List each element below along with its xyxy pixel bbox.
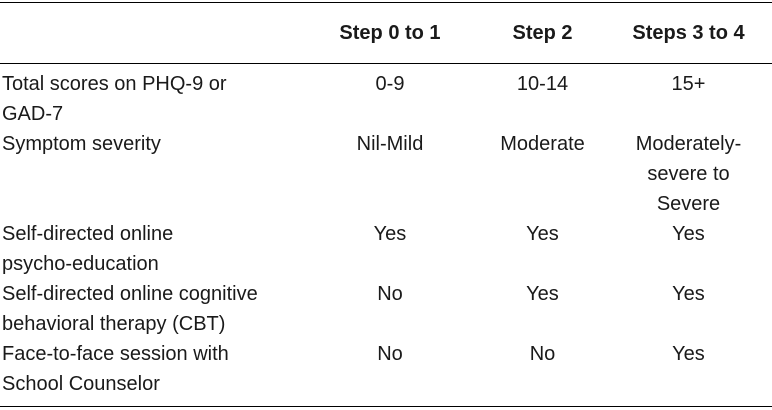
bottom-rule [0, 406, 772, 407]
header-steps-3-4: Steps 3 to 4 [632, 22, 745, 44]
cell-steps-3-4 [605, 129, 772, 219]
table-row [0, 339, 772, 399]
cell-step-0-1: Nil-Mild [356, 133, 424, 155]
cell-step-2: Yes [526, 283, 559, 305]
row-label-line: Face-to-face session with [2, 343, 229, 365]
cell-line: Severe [656, 193, 721, 215]
row-label-line: psycho-education [2, 253, 159, 275]
cell-line: severe to [647, 163, 730, 185]
table [0, 3, 772, 399]
row-label [0, 129, 300, 219]
row-label-line: Total scores on PHQ-9 or [2, 73, 227, 95]
cell-step-0-1: Yes [373, 223, 407, 245]
header-row [0, 3, 772, 63]
row-label [0, 63, 300, 129]
row-label-line: behavioral therapy (CBT) [2, 313, 226, 335]
row-label-line: Self-directed online [2, 223, 174, 245]
table-row [0, 129, 772, 219]
cell-steps-3-4: Yes [672, 223, 705, 245]
cell-step-2: 10-14 [516, 73, 569, 95]
row-label-line: Self-directed online cognitive [2, 283, 258, 305]
table-row [0, 63, 772, 129]
row-label [0, 219, 300, 279]
header-step-2: Step 2 [512, 22, 573, 44]
cell-steps-3-4: 15+ [671, 73, 706, 95]
cell-steps-3-4: Yes [672, 343, 705, 365]
header-step-0-1: Step 0 to 1 [339, 22, 441, 44]
cell-step-0-1: No [377, 283, 403, 305]
row-label-line: GAD-7 [2, 103, 64, 125]
cell-steps-3-4: Yes [672, 283, 705, 305]
cell-step-2: Moderate [500, 133, 585, 155]
table-row [0, 219, 772, 279]
cell-step-2: No [529, 343, 556, 365]
cell-step-0-1: No [377, 343, 403, 365]
row-label-line: Symptom severity [2, 133, 161, 155]
cell-step-0-1: 0-9 [375, 73, 405, 95]
cell-line: Moderately- [635, 133, 742, 155]
row-label-line: School Counselor [2, 373, 160, 395]
table-row [0, 279, 772, 339]
row-label [0, 339, 300, 399]
cell-step-2: Yes [526, 223, 559, 245]
row-label [0, 279, 300, 339]
header-empty [0, 3, 300, 63]
